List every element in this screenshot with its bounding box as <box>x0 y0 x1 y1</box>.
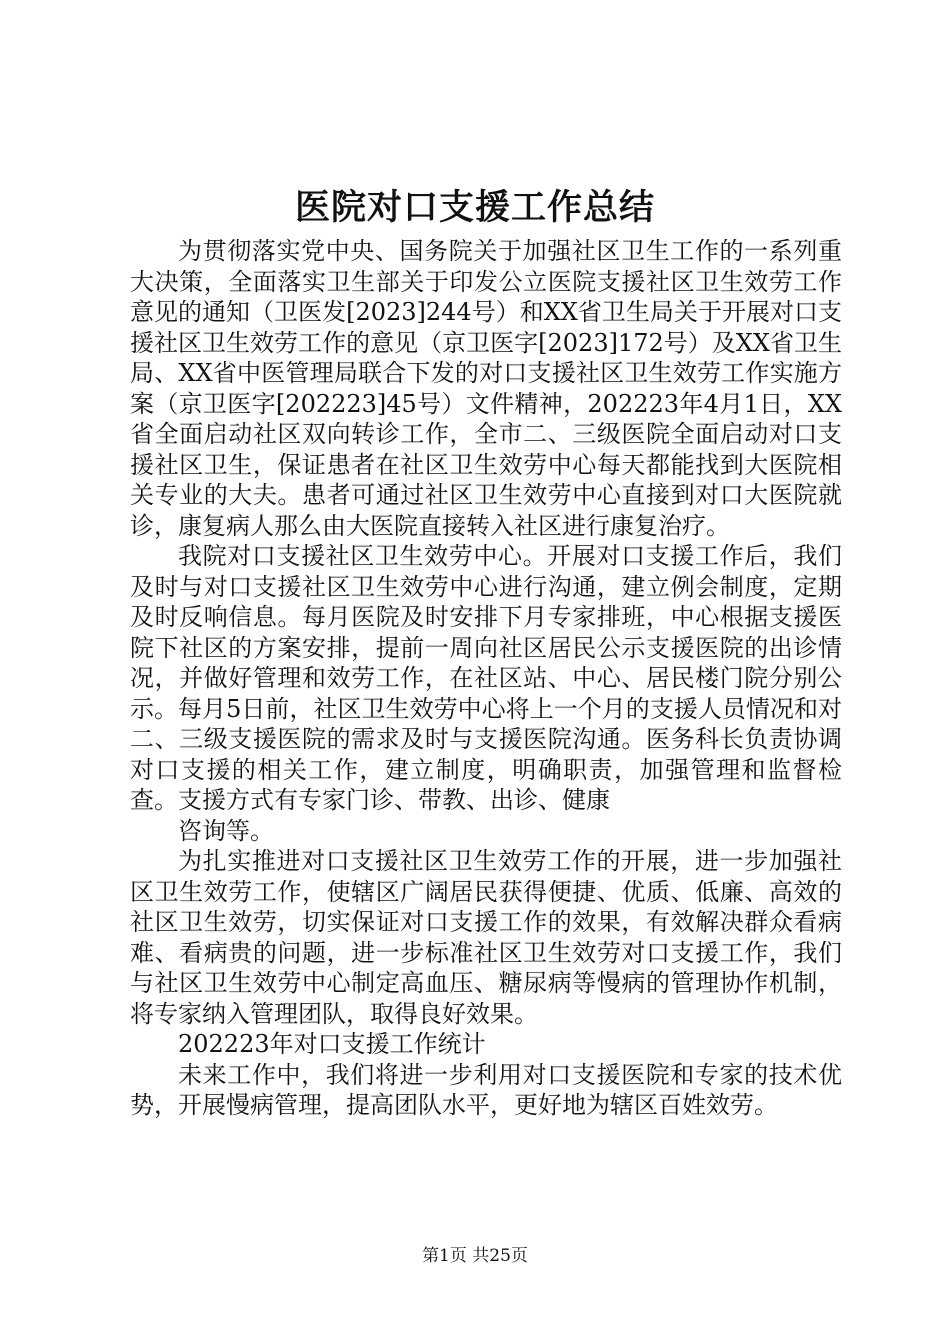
document-title: 医院对口支援工作总结 <box>294 188 655 228</box>
paragraph-5: 202223年对口支援工作统计 <box>178 1030 486 1058</box>
document-body <box>130 236 842 1121</box>
paragraph-1: 为贯彻落实党中央、国务院关于加强社区卫生工作的一系列重大决策，全面落实卫生部关于印发公立医院支援社区卫生效劳工作意见的通知（卫医发[2023]244号）和XX省卫生局关于开展对口支援社区卫生效劳工作的意见（京卫医字[2023]172号）及XX省卫生局、XX省中医管理局联合下发的对口支援社区卫生效劳工作实施方案（京卫医字[202223]45号）文件精神，202223年4月1日，XX省全面启动社区双向转诊工作，全市二、三级医院全面启动对口支援社区卫生，保证患者在社区卫生效劳中心每天都能找到大医院相关专业的大夫。患者可通过社区卫生效劳中心直接到对口大医院就诊，康复病人那么由大医院直接转入社区进行康复治疗。 <box>130 237 842 540</box>
paragraph-6: 未来工作中，我们将进一步利用对口支援医院和专家的技术优势，开展慢病管理，提高团队水平，更好地为辖区百姓效劳。 <box>130 1060 842 1119</box>
paragraph-4: 为扎实推进对口支援社区卫生效劳工作的开展，进一步加强社区卫生效劳工作，使辖区广阔居民获得便捷、优质、低廉、高效的社区卫生效劳，切实保证对口支援工作的效果，有效解决群众看病难、看病贵的问题，进一步标准社区卫生效劳对口支援工作，我们与社区卫生效劳中心制定高血压、糖尿病等慢病的管理协作机制，将专家纳入管理团队，取得良好效果。 <box>130 847 842 1028</box>
paragraph-2: 我院对口支援社区卫生效劳中心。开展对口支援工作后，我们及时与对口支援社区卫生效劳中心进行沟通，建立例会制度，定期及时反响信息。每月医院及时安排下月专家排班，中心根据支援医院下社区的方案安排，提前一周向社区居民公示支援医院的出诊情况，并做好管理和效劳工作，在社区站、中心、居民楼门院分别公示。每月5日前，社区卫生效劳中心将上一个月的支援人员情况和对二、三级支援医院的需求及时与支援医院沟通。医务科长负责协调对口支援的相关工作，建立制度，明确职责，加强管理和监督检查。支援方式有专家门诊、带教、出诊、健康 <box>130 542 842 814</box>
page-number-footer: 第1页 共25页 <box>422 1246 528 1266</box>
paragraph-3: 咨询等。 <box>178 816 274 845</box>
